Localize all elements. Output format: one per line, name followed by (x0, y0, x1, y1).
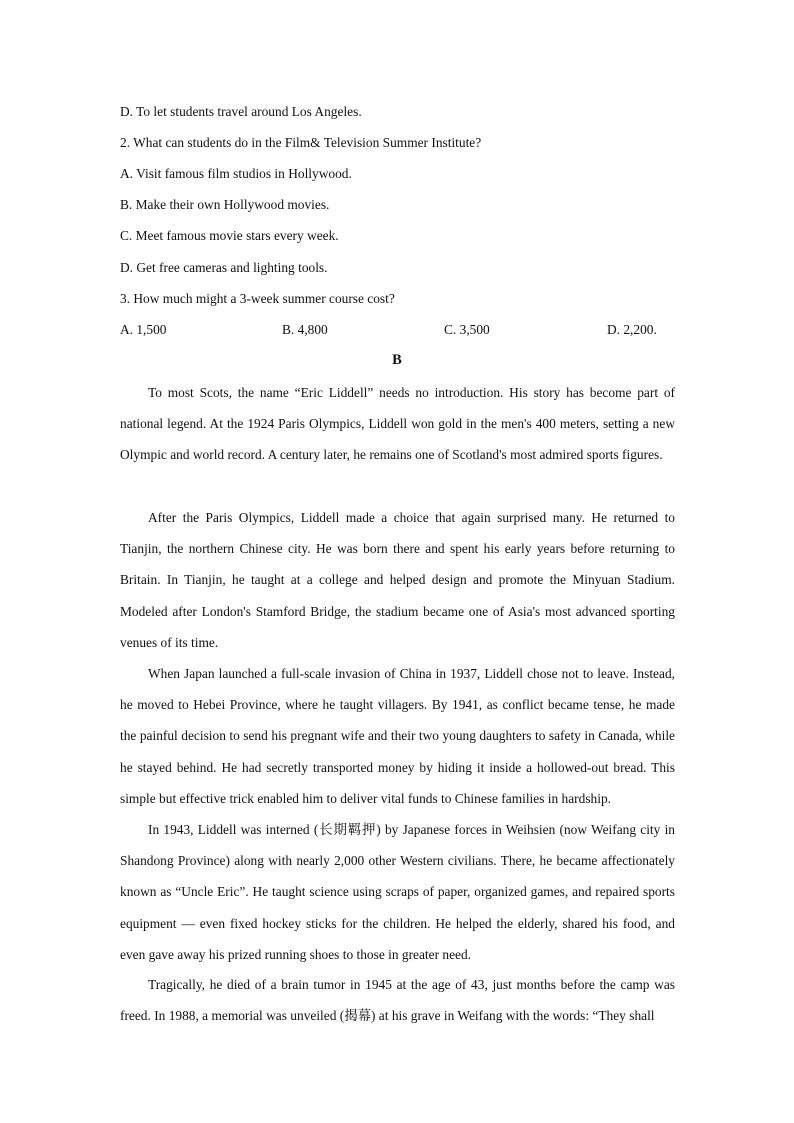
question-2-option-b: B. Make their own Hollywood movies. (120, 197, 330, 212)
question-2-option-d: D. Get free cameras and lighting tools. (120, 260, 328, 275)
question-3-option-b: B. 4,800 (282, 322, 328, 337)
passage-paragraph-5: Tragically, he died of a brain tumor in 1945 at the age of 43, just months before the camp was freed. In 1988, a memorial was unveiled (揭幕) at his grave in Weifang with the words: “They shall (120, 977, 675, 1024)
question-3-option-c: C. 3,500 (444, 322, 490, 337)
question-3-options (0, 322, 794, 342)
question-2-option-c: C. Meet famous movie stars every week. (120, 228, 339, 243)
passage-paragraph-2: After the Paris Olympics, Liddell made a choice that again surprised many. He returned to Tianjin, the northern Chinese city. He was born there and spent his early years before returning to Britain. In Tianjin, he taught at a college and helped design and promote the Minyuan Stadium. Modeled after London's Stamford Bridge, the stadium became one of Asia's most advanced sporting venues of its time. (120, 510, 675, 650)
question-2-option-a: A. Visit famous film studios in Hollywood. (120, 166, 352, 181)
section-b-title: B (392, 352, 402, 368)
question-3-stem: 3. How much might a 3-week summer course cost? (120, 291, 395, 306)
question-1-option-d: D. To let students travel around Los Angeles. (120, 104, 362, 119)
question-3-option-a: A. 1,500 (120, 322, 167, 337)
passage-paragraph-1: To most Scots, the name “Eric Liddell” needs no introduction. His story has become part of national legend. At the 1924 Paris Olympics, Liddell won gold in the men's 400 meters, setting a new Olympic and world record. A century later, he remains one of Scotland's most admired sports figures. (120, 385, 675, 463)
question-2-stem: 2. What can students do in the Film& Television Summer Institute? (120, 135, 482, 150)
passage-paragraph-3: When Japan launched a full-scale invasion of China in 1937, Liddell chose not to leave. Instead, he moved to Hebei Province, where he taught villagers. By 1941, as conflict became tense, he made the painful decision to send his pregnant wife and their two young daughters to safety in Canada, while he stayed behind. He had secretly transported money by hiding it inside a hollowed-out bread. This simple but effective trick enabled him to deliver vital funds to Chinese families in hardship. (120, 666, 675, 806)
question-3-option-d: D. 2,200. (607, 322, 657, 337)
passage-paragraph-4: In 1943, Liddell was interned (长期羁押) by Japanese forces in Weihsien (now Weifang city in Shandong Province) along with nearly 2,000 other Western civilians. There, he became affectionately known as “Uncle Eric”. He taught science using scraps of paper, organized games, and repaired sports equipment — even fixed hockey sticks for the children. He helped the elderly, shared his food, and even gave away his prized running shoes to those in greater need. (120, 822, 675, 962)
